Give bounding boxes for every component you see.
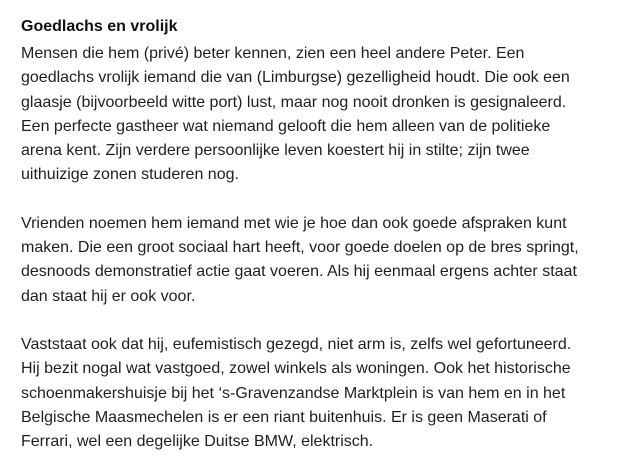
paragraph-2: Vrienden noemen hem iemand met wie je hoe dan ook goede afspraken kunt maken. Die een groot sociaal hart heeft, voor goede doelen op de bres springt, desnoods demonstratief actie gaat voeren. Als hij eenmaal ergens achter staat dan staat hij er ook voor. bbox=[21, 214, 579, 305]
section-heading: Goedlachs en vrolijk bbox=[21, 18, 178, 35]
paragraph-3: Vaststaat ook dat hij, eufemistisch gezegd, niet arm is, zelfs wel gefortuneerd. Hij bezit nogal wat vastgoed, zowel winkels als woningen. Ook het historische schoenmakershuisje bij het ‘s-Gravenzandse Marktplein is van hem en in het Belgische Maasmechelen is er een riant buitenhuis. Er is geen Maserati of Ferrari, wel een degelijke Duitse BMW, elektrisch. bbox=[21, 335, 572, 451]
article-section bbox=[21, 17, 621, 454]
paragraph-1: Mensen die hem (privé) beter kennen, zien een heel andere Peter. Een goedlachs vrolijk iemand die van (Limburgse) gezelligheid houdt. Die ook een glaasje (bijvoorbeeld witte port) lust, maar nog nooit dronken is gesignaleerd. Een perfecte gastheer wat niemand gelooft die hem alleen van de politieke arena kent. Zijn verdere persoonlijke leven koestert hij in stilte; zijn twee uithuizige zonen studeren nog. bbox=[21, 45, 570, 184]
